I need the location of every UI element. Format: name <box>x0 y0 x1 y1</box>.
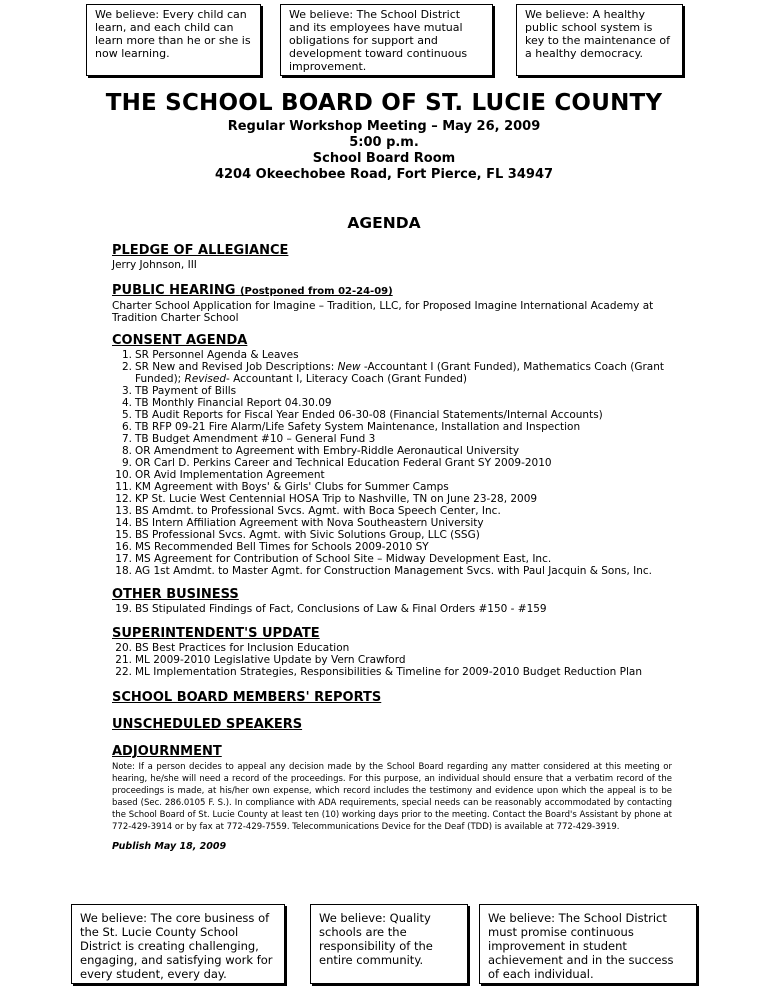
item-number: 14. <box>115 517 132 529</box>
belief-box-core-business: We believe: The core business of the St. Lucie County School District is creating challenging, engaging, and satisfying work for every student, every day. <box>71 904 285 984</box>
section-other-business <box>112 587 672 615</box>
list-item <box>112 469 672 481</box>
item-text: ML 2009-2010 Legislative Update by Vern Crawford <box>135 654 406 666</box>
item-number: 12. <box>115 493 132 505</box>
section-board-reports <box>112 690 672 706</box>
section-adjournment <box>112 744 672 833</box>
item-text: TB Budget Amendment #10 – General Fund 3 <box>135 433 376 445</box>
belief-box-child-learning: We believe: Every child can learn, and each child can learn more than he or she is now learning. <box>86 4 261 76</box>
item-number: 10. <box>115 469 132 481</box>
list-item <box>112 565 672 577</box>
item-text: BS Amdmt. to Professional Svcs. Agmt. with Boca Speech Center, Inc. <box>135 505 501 517</box>
item-text: BS Best Practices for Inclusion Education <box>135 642 350 654</box>
section-superintendent-update <box>112 626 672 678</box>
item-text: KM Agreement with Boys' & Girls' Clubs for Summer Camps <box>135 481 449 493</box>
list-item <box>112 541 672 553</box>
list-item <box>112 553 672 565</box>
superintendent-heading: SUPERINTENDENT'S UPDATE <box>112 626 320 641</box>
item-number: 19. <box>115 603 132 615</box>
item-text: OR Carl D. Perkins Career and Technical Education Federal Grant SY 2009-2010 <box>135 457 552 469</box>
section-unscheduled-speakers <box>112 717 672 733</box>
item-text: TB Monthly Financial Report 04.30.09 <box>135 397 332 409</box>
item-number: 1. <box>121 349 132 361</box>
list-item <box>112 666 672 678</box>
item-text: BS Professional Svcs. Agmt. with Sivic Solutions Group, LLC (SSG) <box>135 529 480 541</box>
list-item <box>112 493 672 505</box>
belief-box-quality-schools: We believe: Quality schools are the responsibility of the entire community. <box>310 904 468 984</box>
item-number: 18. <box>115 565 132 577</box>
public-hearing-note: (Postponed from 02-24-09) <box>239 286 393 297</box>
item-text: TB Audit Reports for Fiscal Year Ended 06-30-08 (Financial Statements/Internal Accounts) <box>135 409 603 421</box>
item-number: 17. <box>115 553 132 565</box>
list-item <box>112 517 672 529</box>
other-business-heading: OTHER BUSINESS <box>112 587 239 602</box>
pledge-leader: Jerry Johnson, III <box>112 259 197 271</box>
item-number: 11. <box>115 481 132 493</box>
speakers-heading: UNSCHEDULED SPEAKERS <box>112 717 303 732</box>
board-reports-heading: SCHOOL BOARD MEMBERS' REPORTS <box>112 690 382 705</box>
item-text: ML Implementation Strategies, Responsibilities & Timeline for 2009-2010 Budget Reduction Plan <box>135 666 642 678</box>
belief-box-democracy: We believe: A healthy public school system is key to the maintenance of a healthy democracy. <box>516 4 683 76</box>
list-item <box>112 433 672 445</box>
public-hearing-heading-text: PUBLIC HEARING <box>112 283 236 298</box>
publish-date: Publish May 18, 2009 <box>112 841 227 852</box>
item-number: 22. <box>115 666 132 678</box>
item-revised-label: Revised <box>184 373 227 385</box>
list-item <box>112 529 672 541</box>
section-consent-agenda <box>112 333 672 577</box>
item-text: MS Agreement for Contribution of School Site – Midway Development East, Inc. <box>135 553 552 565</box>
item-number: 3. <box>121 385 132 397</box>
item-number: 9. <box>121 457 132 469</box>
public-hearing-heading <box>112 283 672 300</box>
meeting-time: 5:00 p.m. <box>349 135 419 150</box>
consent-list <box>112 349 672 577</box>
list-item <box>112 397 672 409</box>
pledge-heading: PLEDGE OF ALLEGIANCE <box>112 243 289 258</box>
list-item <box>112 603 672 615</box>
belief-box-mutual-obligations: We believe: The School District and its employees have mutual obligations for support and development toward continuous improvement. <box>280 4 493 76</box>
item-text: TB Payment of Bills <box>135 385 237 397</box>
list-item <box>112 361 672 385</box>
item-number: 8. <box>121 445 132 457</box>
list-item <box>112 642 672 654</box>
list-item <box>112 457 672 469</box>
list-item <box>112 409 672 421</box>
list-item <box>112 654 672 666</box>
item-number: 20. <box>115 642 132 654</box>
item-text: OR Avid Implementation Agreement <box>135 469 325 481</box>
item-text: MS Recommended Bell Times for Schools 2009-2010 SY <box>135 541 429 553</box>
item-text: KP St. Lucie West Centennial HOSA Trip to Nashville, TN on June 23-28, 2009 <box>135 493 538 505</box>
item-number: 21. <box>115 654 132 666</box>
list-item <box>112 505 672 517</box>
item-number: 13. <box>115 505 132 517</box>
item-text: AG 1st Amdmt. to Master Agmt. for Construction Management Svcs. with Paul Jacquin & Sons, Inc. <box>135 565 653 577</box>
item-text: TB RFP 09-21 Fire Alarm/Life Safety System Maintenance, Installation and Inspection <box>135 421 581 433</box>
item-text: OR Amendment to Agreement with Embry-Riddle Aeronautical University <box>135 445 520 457</box>
item-text-pre: SR New and Revised Job Descriptions: <box>135 361 338 373</box>
section-pledge <box>112 243 672 271</box>
list-item <box>112 385 672 397</box>
item-text: BS Intern Affiliation Agreement with Nova Southeastern University <box>135 517 484 529</box>
adjournment-heading: ADJOURNMENT <box>112 744 222 759</box>
meeting-address: 4204 Okeechobee Road, Fort Pierce, FL 34947 <box>214 167 554 182</box>
agenda-title: AGENDA <box>347 214 421 232</box>
belief-box-continuous-improvement: We believe: The School District must promise continuous improvement in student achievement and in the success of each individual. <box>479 904 697 984</box>
section-public-hearing <box>112 283 672 324</box>
item-number: 5. <box>121 409 132 421</box>
list-item <box>112 445 672 457</box>
superintendent-list <box>112 642 672 678</box>
item-text-mid: -Accountant I (Grant Funded), Mathematics Coach (Grant Funded); <box>135 361 664 385</box>
item-number: 16. <box>115 541 132 553</box>
item-new-label: New <box>337 361 361 373</box>
item-text: SR Personnel Agenda & Leaves <box>135 349 299 361</box>
item-number: 2. <box>121 361 132 373</box>
appeal-disclaimer: Note: If a person decides to appeal any decision made by the School Board regarding any matter considered at this meeting or hearing, he/she will need a record of the proceedings. For this purpose, an individual should ensure that a verbatim record of the proceedings is made, at his/her own expense, which record includes the testimony and evidence upon which the appeal is to be based (Sec. 286.0105 F. S.). In compliance with ADA requirements, special needs can be reasonably accommodated by contacting the School Board of St. Lucie County at least ten (10) working days prior to the meeting. Contact the Board's Assistant by phone at 772-429-3914 or by fax at 772-429-7559. Telecommunications Device for the Deaf (TDD) is available at 772-429-3919. <box>112 762 672 832</box>
item-text: BS Stipulated Findings of Fact, Conclusions of Law & Final Orders #150 - #159 <box>135 603 547 615</box>
page-title: THE SCHOOL BOARD OF ST. LUCIE COUNTY <box>105 90 663 116</box>
list-item <box>112 349 672 361</box>
meeting-room: School Board Room <box>312 151 456 166</box>
item-number: 15. <box>115 529 132 541</box>
list-item <box>112 481 672 493</box>
item-number: 7. <box>121 433 132 445</box>
item-number: 4. <box>121 397 132 409</box>
meeting-title: Regular Workshop Meeting – May 26, 2009 <box>227 119 541 134</box>
consent-heading: CONSENT AGENDA <box>112 333 248 348</box>
item-text-post: - Accountant I, Literacy Coach (Grant Funded) <box>226 373 467 385</box>
other-business-list <box>112 603 672 615</box>
item-number: 6. <box>121 421 132 433</box>
public-hearing-text: Charter School Application for Imagine – Tradition, LLC, for Proposed Imagine International Academy at Tradition Charter School <box>112 300 654 324</box>
list-item <box>112 421 672 433</box>
